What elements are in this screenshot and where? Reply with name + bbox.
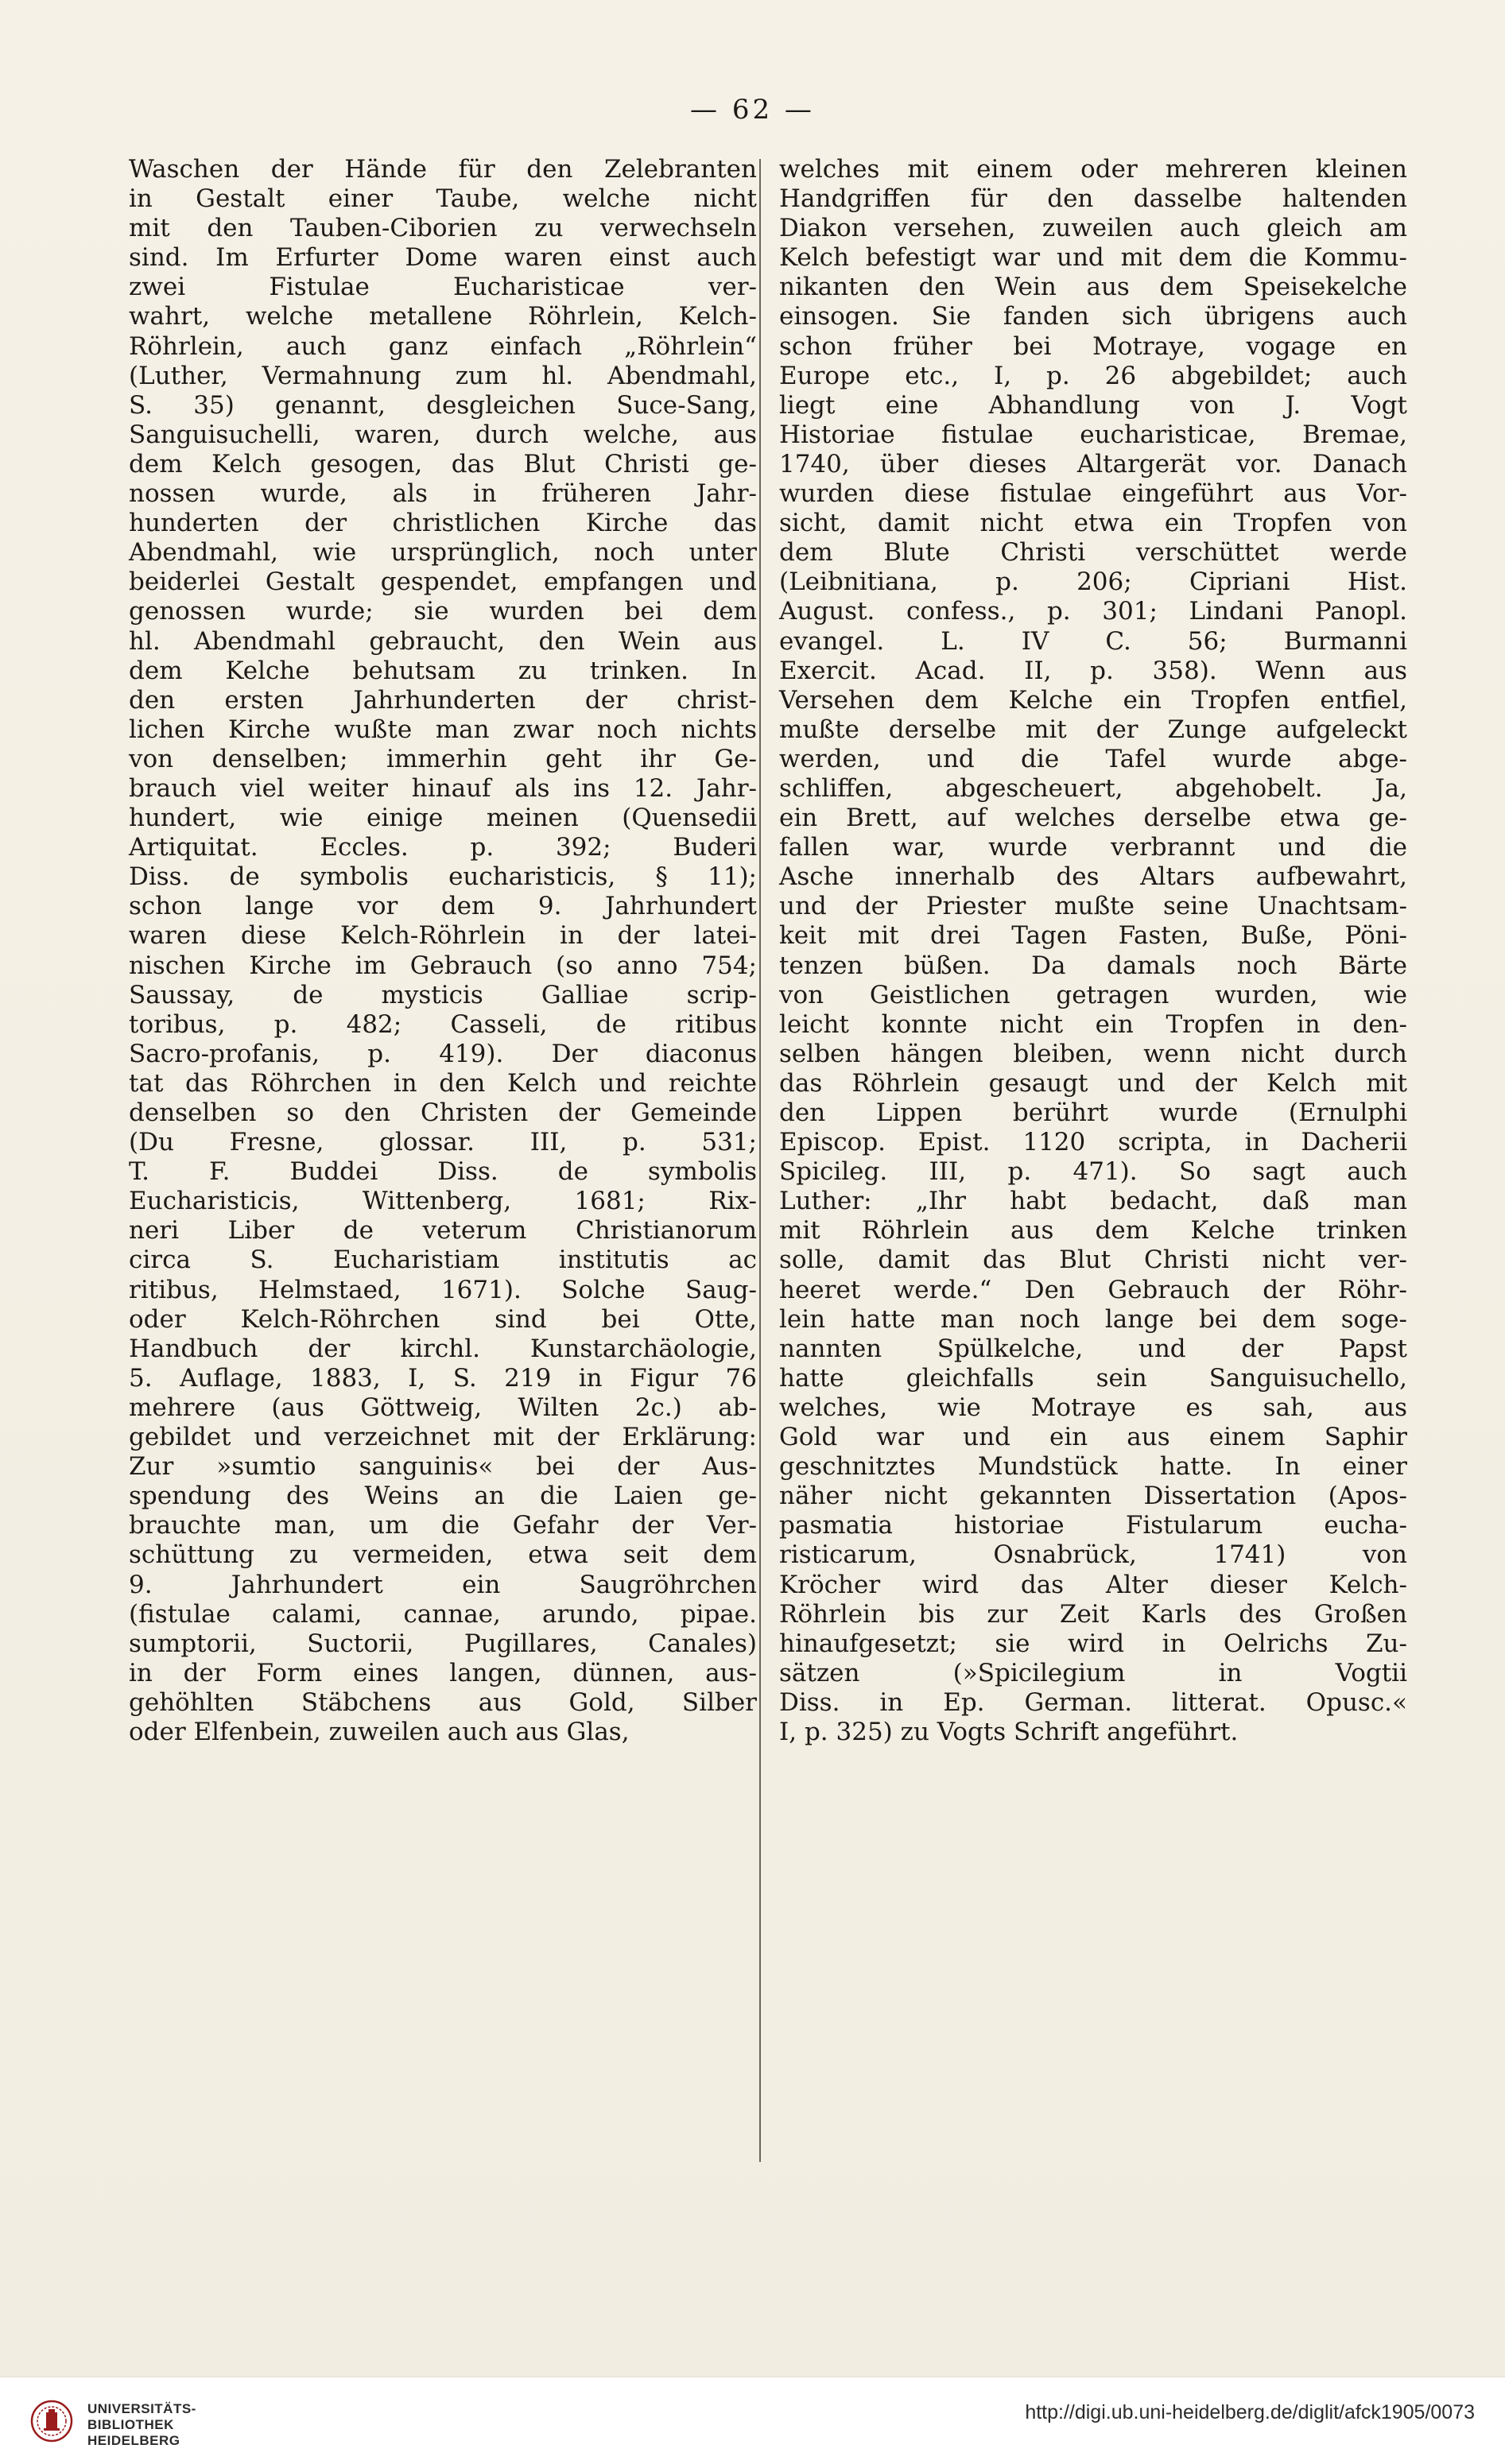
text-line: welches mit einem oder mehreren kleinen — [779, 155, 1407, 184]
text-line: (Du Fresne, glossar. III, p. 531; — [129, 1128, 757, 1157]
text-line: circa S. Eucharistiam institutis ac — [129, 1246, 757, 1275]
text-line: mit Röhrlein aus dem Kelche trinken — [779, 1216, 1407, 1246]
text-line: das Röhrlein gesaugt und der Kelch mit — [779, 1068, 1407, 1098]
text-line: Diss. in Ep. German. litterat. Opusc.« — [779, 1687, 1407, 1717]
text-line: welches, wie Motraye es sah, aus — [779, 1393, 1407, 1422]
text-line: Historiae fistulae eucharisticae, Bremae, — [779, 420, 1407, 449]
library-name-line: UNIVERSITÄTS- — [87, 2401, 196, 2416]
text-line: nannten Spülkelche, und der Papst — [779, 1334, 1407, 1363]
source-url-link[interactable]: http://digi.ub.uni-heidelberg.de/diglit/afck1905/0073 — [1025, 2401, 1475, 2423]
text-line: S. 35) genannt, desgleichen Suce-Sang, — [129, 390, 757, 420]
university-library-seal-icon — [30, 2400, 73, 2443]
text-line: gehöhlten Stäbchens aus Gold, Silber — [129, 1687, 757, 1717]
text-line: dem Kelch gesogen, das Blut Christi ge- — [129, 449, 757, 478]
text-line: schliffen, abgescheuert, abgehobelt. Ja, — [779, 773, 1407, 803]
text-line: nischen Kirche im Gebrauch (so anno 754; — [129, 951, 757, 980]
text-line: schüttung zu vermeiden, etwa seit dem — [129, 1540, 757, 1570]
text-line: oder Kelch-Röhrchen sind bei Otte, — [129, 1304, 757, 1334]
text-line: mußte derselbe mit der Zunge aufgeleckt — [779, 715, 1407, 744]
text-line: gebildet und verzeichnet mit der Erklärung: — [129, 1423, 757, 1452]
text-line: Zur »sumtio sanguinis« bei der Aus- — [129, 1452, 757, 1482]
right-column — [779, 155, 1407, 1747]
text-line: leicht konnte nicht ein Tropfen in den- — [779, 1009, 1407, 1039]
text-line: beiderlei Gestalt gespendet, empfangen und — [129, 568, 757, 597]
text-line: keit mit drei Tagen Fasten, Buße, Pöni- — [779, 921, 1407, 951]
text-line: waren diese Kelch-Röhrlein in der latei- — [129, 921, 757, 951]
text-line: hl. Abendmahl gebraucht, den Wein aus — [129, 626, 757, 656]
text-line: evangel. L. IV C. 56; Burmanni — [779, 626, 1407, 656]
text-line: fallen war, wurde verbrannt und die — [779, 833, 1407, 862]
text-line: oder Elfenbein, zuweilen auch aus Glas, — [129, 1717, 630, 1746]
text-line: I, p. 325) zu Vogts Schrift angeführt. — [779, 1717, 1239, 1746]
text-line: Saussay, de mysticis Galliae scrip- — [129, 980, 757, 1009]
text-line: zwei Fistulae Eucharisticae ver- — [129, 273, 757, 302]
text-line: toribus, p. 482; Casseli, de ritibus — [129, 1009, 757, 1039]
page-number: — 62 — — [690, 94, 815, 126]
text-line: Sacro-profanis, p. 419). Der diaconus — [129, 1039, 757, 1068]
text-line: sind. Im Erfurter Dome waren einst auch — [129, 243, 757, 273]
text-line: spendung des Weins an die Laien ge- — [129, 1482, 757, 1511]
text-line: Asche innerhalb des Altars aufbewahrt, — [779, 862, 1407, 892]
text-line: Abendmahl, wie ursprünglich, noch unter — [129, 538, 757, 568]
text-line: ritibus, Helmstaed, 1671). Solche Saug- — [129, 1275, 757, 1304]
text-line: nossen wurde, als in früheren Jahr- — [129, 479, 757, 509]
text-line: Exercit. Acad. II, p. 358). Wenn aus — [779, 656, 1407, 685]
text-line: (Leibnitiana, p. 206; Cipriani Hist. — [779, 568, 1407, 597]
text-line: lichen Kirche wußte man zwar noch nichts — [129, 715, 757, 744]
text-line: neri Liber de veterum Christianorum — [129, 1216, 757, 1246]
text-line: August. confess., p. 301; Lindani Panopl. — [779, 597, 1407, 626]
footer-bar — [0, 2377, 1505, 2464]
text-line: dem Kelche behutsam zu trinken. In — [129, 656, 757, 685]
text-line: hinaufgesetzt; sie wird in Oelrichs Zu- — [779, 1629, 1407, 1658]
text-line: selben hängen bleiben, wenn nicht durch — [779, 1039, 1407, 1068]
text-line: schon früher bei Motraye, vogage en — [779, 331, 1407, 361]
text-line: Handgriffen für den dasselbe haltenden — [779, 184, 1407, 214]
text-line: und der Priester mußte seine Unachtsam- — [779, 892, 1407, 921]
text-line: Diss. de symbolis eucharisticis, § 11); — [129, 862, 757, 892]
text-line: (fistulae calami, cannae, arundo, pipae. — [129, 1599, 757, 1629]
text-line: Spicileg. III, p. 471). So sagt auch — [779, 1157, 1407, 1187]
text-line: tat das Röhrchen in den Kelch und reichte — [129, 1068, 757, 1098]
text-line: Diakon versehen, zuweilen auch gleich am — [779, 214, 1407, 243]
text-line: sicht, damit nicht etwa ein Tropfen von — [779, 509, 1407, 538]
text-line: tenzen büßen. Da damals noch Bärte — [779, 951, 1407, 980]
text-line: Luther: „Ihr habt bedacht, daß man — [779, 1187, 1407, 1216]
text-line: heeret werde.“ Den Gebrauch der Röhr- — [779, 1275, 1407, 1304]
text-line: Sanguisuchelli, waren, durch welche, aus — [129, 420, 757, 449]
text-line: Handbuch der kirchl. Kunstarchäologie, — [129, 1334, 757, 1363]
text-line: wahrt, welche metallene Röhrlein, Kelch- — [129, 302, 757, 331]
text-line: Versehen dem Kelche ein Tropfen entfiel, — [779, 685, 1407, 715]
text-line: einsogen. Sie fanden sich übrigens auch — [779, 302, 1407, 331]
text-line: Waschen der Hände für den Zelebranten — [129, 155, 757, 184]
text-line: T. F. Buddei Diss. de symbolis — [129, 1157, 757, 1187]
left-column — [129, 155, 757, 1747]
text-line: hatte gleichfalls sein Sanguisuchello, — [779, 1363, 1407, 1393]
library-name-line: BIBLIOTHEK — [87, 2417, 174, 2432]
text-line: Gold war und ein aus einem Saphir — [779, 1423, 1407, 1452]
text-line: 5. Auflage, 1883, I, S. 219 in Figur 76 — [129, 1363, 757, 1393]
text-line: in Gestalt einer Taube, welche nicht — [129, 184, 757, 214]
text-line: lein hatte man noch lange bei dem soge- — [779, 1304, 1407, 1334]
text-line: genossen wurde; sie wurden bei dem — [129, 597, 757, 626]
text-line: 1740, über dieses Altargerät vor. Danach — [779, 449, 1407, 478]
text-line: Episcop. Epist. 1120 scripta, in Dacherii — [779, 1128, 1407, 1157]
text-line: den Lippen berührt wurde (Ernulphi — [779, 1098, 1407, 1127]
library-name — [87, 2401, 196, 2449]
text-line: von denselben; immerhin geht ihr Ge- — [129, 744, 757, 773]
text-line: Kröcher wird das Alter dieser Kelch- — [779, 1570, 1407, 1599]
text-line: brauch viel weiter hinauf als ins 12. Jahr- — [129, 773, 757, 803]
text-line: mit den Tauben-Ciborien zu verwechseln — [129, 214, 757, 243]
text-line: nikanten den Wein aus dem Speisekelche — [779, 273, 1407, 302]
text-line: (Luther, Vermahnung zum hl. Abendmahl, — [129, 361, 757, 390]
library-name-line: HEIDELBERG — [87, 2433, 180, 2448]
text-line: Artiquitat. Eccles. p. 392; Buderi — [129, 833, 757, 862]
text-line: in der Form eines langen, dünnen, aus- — [129, 1658, 757, 1687]
text-line: pasmatia historiae Fistularum eucha- — [779, 1511, 1407, 1540]
text-line: hunderten der christlichen Kirche das — [129, 509, 757, 538]
text-line: hundert, wie einige meinen (Quensedii — [129, 804, 757, 833]
column-divider — [759, 159, 761, 2162]
text-line: dem Blute Christi verschüttet werde — [779, 538, 1407, 568]
text-line: werden, und die Tafel wurde abge- — [779, 744, 1407, 773]
text-line: Röhrlein, auch ganz einfach „Röhrlein“ — [129, 331, 757, 361]
text-line: Eucharisticis, Wittenberg, 1681; Rix- — [129, 1187, 757, 1216]
text-line: brauchte man, um die Gefahr der Ver- — [129, 1511, 757, 1540]
text-line: geschnitztes Mundstück hatte. In einer — [779, 1452, 1407, 1482]
text-line: wurden diese fistulae eingeführt aus Vor- — [779, 479, 1407, 509]
text-line: solle, damit das Blut Christi nicht ver- — [779, 1246, 1407, 1275]
text-line: von Geistlichen getragen wurden, wie — [779, 980, 1407, 1009]
text-line: risticarum, Osnabrück, 1741) von — [779, 1540, 1407, 1570]
text-line: sumptorii, Suctorii, Pugillares, Canales) — [129, 1629, 757, 1658]
text-line: mehrere (aus Göttweig, Wilten 2c.) ab- — [129, 1393, 757, 1422]
text-line: Kelch befestigt war und mit dem die Kommu- — [779, 243, 1407, 273]
text-line: sätzen (»Spicilegium in Vogtii — [779, 1658, 1407, 1687]
text-line: schon lange vor dem 9. Jahrhundert — [129, 892, 757, 921]
text-line: Europe etc., I, p. 26 abgebildet; auch — [779, 361, 1407, 390]
text-line: 9. Jahrhundert ein Saugröhrchen — [129, 1570, 757, 1599]
text-line: ein Brett, auf welches derselbe etwa ge- — [779, 804, 1407, 833]
text-line: denselben so den Christen der Gemeinde — [129, 1098, 757, 1127]
text-line: näher nicht gekannten Dissertation (Apos- — [779, 1482, 1407, 1511]
text-line: Röhrlein bis zur Zeit Karls des Großen — [779, 1599, 1407, 1629]
text-line: den ersten Jahrhunderten der christ- — [129, 685, 757, 715]
text-line: liegt eine Abhandlung von J. Vogt — [779, 390, 1407, 420]
